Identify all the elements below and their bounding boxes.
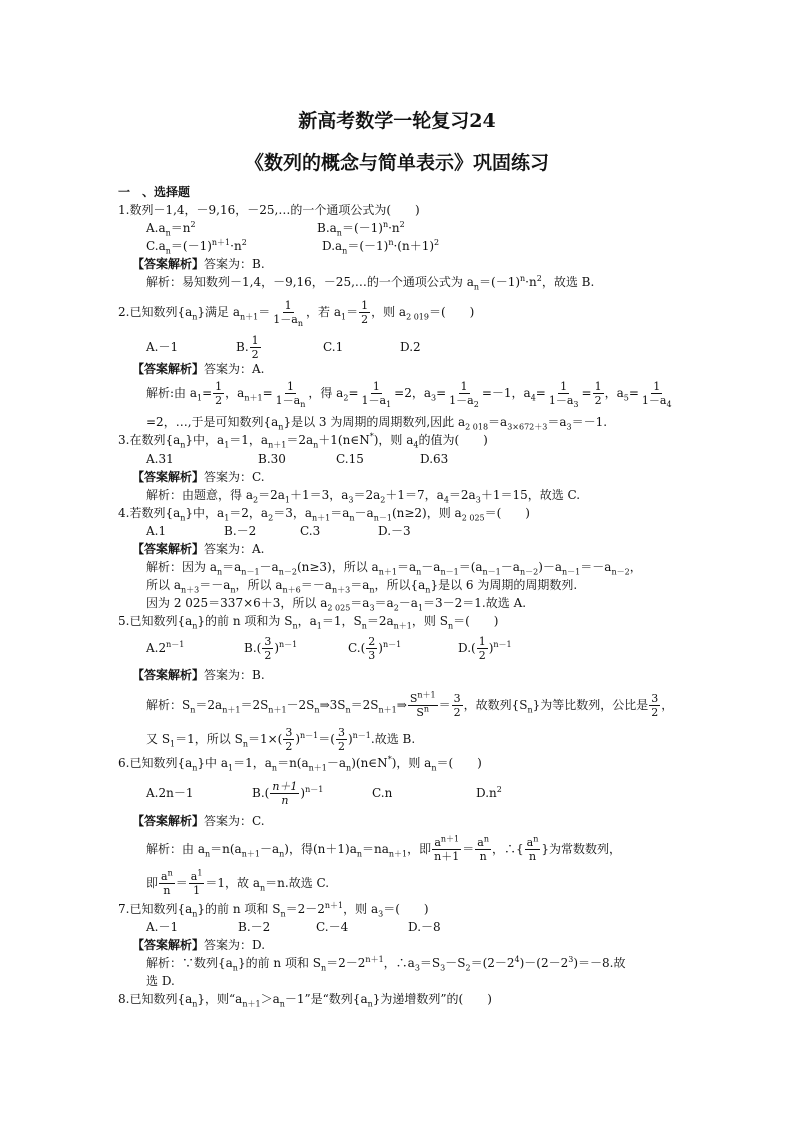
q2-option-c: C.1 (323, 340, 344, 354)
q3-answer: 【答案解析】答案为：C. (132, 470, 265, 484)
q7-option-c: C.－4 (316, 920, 349, 934)
q5-option-b: B.( $\frac{3}{2}$ )$^{n-1}$ (244, 635, 298, 662)
q7-option-d: D.－8 (408, 920, 441, 934)
q3-option-a: A.31 (146, 452, 174, 466)
q5-option-c: C.( $\frac{2}{3}$ )$^{n-1}$ (348, 635, 402, 662)
question-4-stem: 4.若数列$\{a_n\}$中，$a_1=2$，$a_2=3$，$a_{n+1}=a_n-a_{n-1}(n\ge 2)$，则 $a_{2 025}=$( ) (118, 506, 530, 523)
q7-option-b: B.－2 (238, 920, 271, 934)
q3-option-c: C.15 (336, 452, 364, 466)
q2-option-b: B. $\frac{1}{2}$ (236, 334, 259, 361)
q5-answer: 【答案解析】答案为：B. (132, 668, 265, 682)
document-title: 新高考数学一轮复习24 (298, 110, 496, 132)
q6-option-a: A.2n－1 (146, 786, 194, 800)
q2-answer: 【答案解析】答案为：A. (132, 362, 265, 376)
q7-explanation-1: 解析：∵数列$\{a_n\}$的前 n 项和 $S_n=2-2^{n+1}$，$\therefore a_3=S_3-S_2=(2-2^4)-(2-2^3)=-8$.故 (146, 955, 626, 973)
q7-option-a: A.－1 (146, 920, 179, 934)
question-2-stem: 2.已知数列$\{a_n\}$满足 $a_{n+1}=$ $\frac{1}{1-a_n}$ ，若 $a_1=$ $\frac{1}{2}$ ，则 $a_{2 019}=$( ) (118, 299, 475, 329)
q6-answer: 【答案解析】答案为：C. (132, 814, 265, 828)
q4-explanation-3: 因为 2 025＝337×6＋3，所以 $a_{2 025}=a_3=a_2-a_1=3-2=1$.故选 A. (146, 596, 527, 613)
q4-answer: 【答案解析】答案为：A. (132, 542, 265, 556)
q4-explanation-2: 所以 $a_{n+3}=-a_n$，所以 $a_{n+6}=-a_{n+3}=a_n$，所以$\{a_n\}$是以 6 为周期的周期数列. (146, 578, 578, 595)
q7-explanation-2: 选 D. (146, 974, 175, 988)
q4-explanation-1: 解析：因为 $a_n=a_{n-1}-a_{n-2}(n\ge 3)$，所以 $a_{n+1}=a_n-a_{n-1}=(a_{n-1}-a_{n-2})-a_{n-1}=-a_{n-2}$， (146, 560, 642, 577)
q1-option-a: $A.a_n=n^2$ (146, 220, 196, 238)
question-3-stem: 3.在数列$\{a_n\}$中，$a_1=1$，$a_{n+1}=2a_n+1(n\in N^*)$，则 $a_4$的值为( ) (118, 432, 488, 450)
question-8-stem: 8.已知数列$\{a_n\}$，则“$a_{n+1}>a_n-1$”是“数列$\{a_n\}$为递增数列”的( ) (118, 992, 492, 1009)
q6-option-d: $D.n^2$ (476, 785, 502, 800)
question-1-stem: 1.数列－1,4，－9,16，－25,…的一个通项公式为( ) (118, 203, 420, 217)
q4-option-d: D.－3 (378, 524, 411, 538)
q6-option-c: C.n (372, 786, 393, 800)
q6-explanation-1: 解析：由 $a_n=n(a_{n+1}-a_n)$，得$(n+1)a_n=na_{n+1}$，即 $\frac{a^{n+1}}{n+1}$ ＝ $\frac{a^n}{n}$ ，∴{ $\frac{a^n}{n}$ }为常数数列， (146, 834, 621, 863)
q1-answer: 【答案解析】答案为：B. (132, 257, 265, 271)
q3-option-b: B.30 (258, 452, 286, 466)
q5-explanation-2: 又 $S_1=1$，所以 $S_n=1\times$( $\frac{3}{2}$ )$^{n-1}$＝( $\frac{3}{2}$ )$^{n-1}$.故选 B. (146, 726, 416, 753)
document-subtitle: 《数列的概念与简单表示》巩固练习 (244, 152, 549, 174)
section-heading: 一 、选择题 (118, 185, 191, 199)
q2-explanation-2: =2，…,于是可知数列$\{a_n\}$是以 3 为周期的周期数列,因此 $a_{2 018}=a_{3\times 672+3}=a_3=-1$. (146, 415, 608, 432)
q2-option-d: D.2 (400, 340, 421, 354)
q1-explanation: 解析：易知数列－1,4，－9,16，－25,…的一个通项公式为 $a_n=(-1)^n\cdot n^2$，故选 B. (146, 274, 595, 292)
q5-option-a: $A.2^{n-1}$ (146, 640, 185, 655)
q5-option-d: D.( $\frac{1}{2}$ )$^{n-1}$ (458, 635, 512, 662)
q4-option-c: C.3 (300, 524, 321, 538)
q7-answer: 【答案解析】答案为：D. (132, 938, 266, 952)
question-5-stem: 5.已知数列$\{a_n\}$的前 n 项和为 $S_n$，$a_1=1$，$S_n=2a_{n+1}$，则 $S_n=$( ) (118, 614, 499, 631)
q1-option-d: $D.a_n=(-1)^n\cdot(n+1)^2$ (322, 238, 440, 256)
q1-option-c: $C.a_n=(-1)^{n+1}\cdot n^2$ (146, 238, 247, 256)
question-6-stem: 6.已知数列$\{a_n\}$中 $a_1=1$，$a_n=n(a_{n+1}-a_n)(n\in N^*)$，则 $a_n=$( ) (118, 755, 482, 773)
q4-option-a: A.1 (146, 524, 167, 538)
question-7-stem: 7.已知数列$\{a_n\}$的前 n 项和 $S_n=2-2^{n+1}$，则 $a_3=$( ) (118, 901, 429, 919)
q1-option-b: $B.a_n=(-1)^n\cdot n^2$ (317, 220, 405, 238)
q6-explanation-2: 即 $\frac{a^n}{n}$ ＝ $\frac{a^1}{1}$ ＝1，故 $a_n=n$.故选 C. (146, 868, 330, 897)
q2-explanation-1: 解析:由 $a_1=$ $\frac{1}{2}$ ，$a_{n+1}=$ $\frac{1}{1-a_n}$ ，得 $a_2=$ $\frac{1}{1-a_1}$ =2，$a_3=$ $\frac{1}{1-a_2}$ =－1，$a_4=$ $\frac{1}{1-a_3}$ = $\frac{1}{2}$ ，$a_5=$ $\frac{1}{1-a_4}$ (146, 380, 672, 410)
q5-explanation-1: 解析：$S_n=2a_{n+1}=2S_{n+1}-2S_n\Rightarrow 3S_n=2S_{n+1}\Rightarrow$ $\frac{S^{n+1}}{S^n}$ ＝ $\frac{3}{2}$ ，故数列$\{S_n\}$为等比数列，公比是 $\frac{3}{2}$ ， (146, 690, 674, 719)
q3-option-d: D.63 (420, 452, 449, 466)
q4-option-b: B.－2 (224, 524, 257, 538)
q6-option-b: B.( $\frac{n+1}{n}$ )$^{n-1}$ (252, 780, 324, 807)
q2-option-a: A.－1 (146, 340, 179, 354)
q3-explanation: 解析：由题意，得 $a_2=2a_1+1=3$，$a_3=2a_2+1=7$，$a_4=2a_3+1=15$，故选 C. (146, 488, 581, 505)
